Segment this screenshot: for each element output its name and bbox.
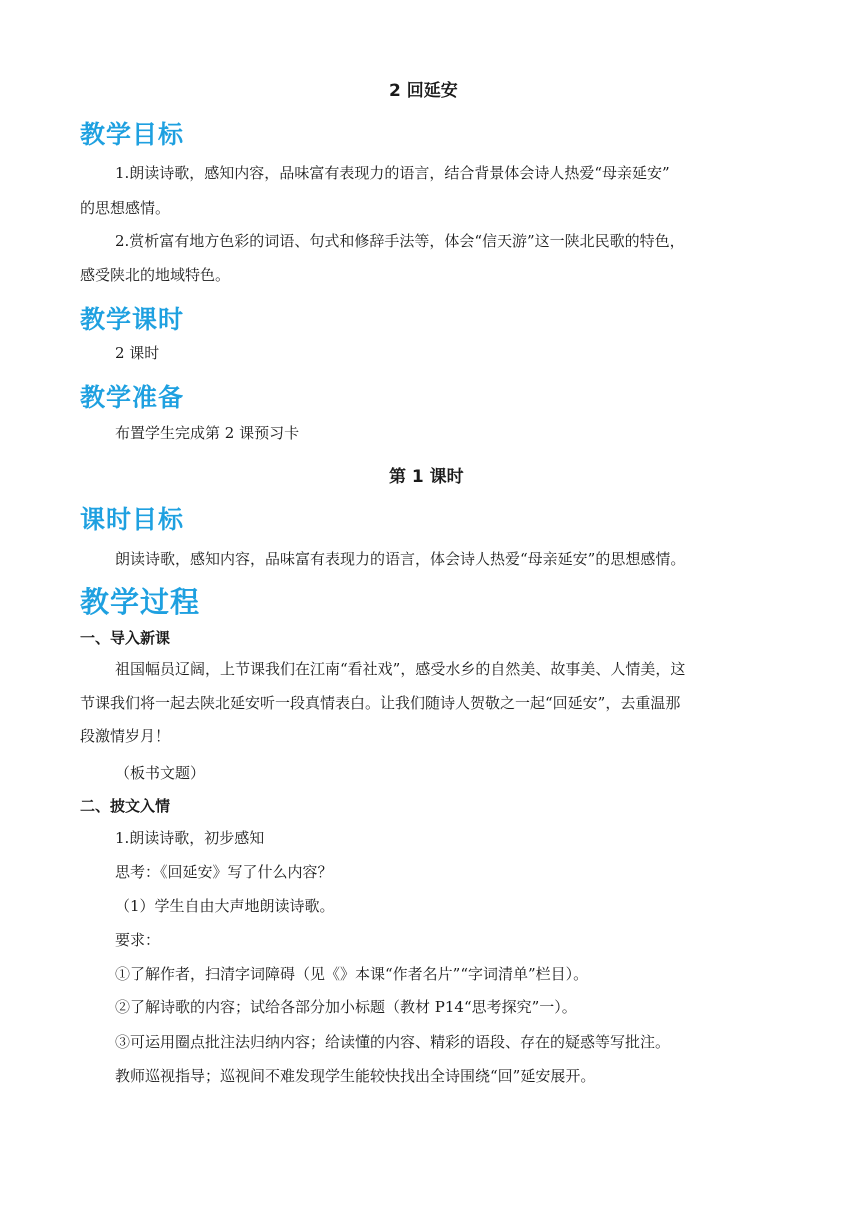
board-note: （板书文题） <box>115 764 206 782</box>
objective-1-line-1: 1.朗读诗歌，感知内容，品味富有表现力的语言，结合背景体会诗人热爱“母亲延安” <box>115 164 670 182</box>
objective-1-line-2: 的思想感情。 <box>80 199 171 217</box>
lesson-goal-text: 朗读诗歌，感知内容，品味富有表现力的语言，体会诗人热爱“母亲延安”的思想感情。 <box>115 550 686 568</box>
think-question: 思考：《回延安》写了什么内容？ <box>115 863 333 881</box>
lesson-1-title: 第 1 课时 <box>389 467 464 487</box>
prep-text: 布置学生完成第 2 课预习卡 <box>115 424 300 442</box>
step-1-1: （1）学生自由大声地朗读诗歌。 <box>115 897 335 915</box>
section-2-title: 二、披文入情 <box>80 797 171 815</box>
requirement-1: ①了解作者，扫清字词障碍（见《》本课“作者名片”“字词清单”栏目）。 <box>115 965 589 983</box>
heading-objectives: 教学目标 <box>80 120 185 149</box>
requirement-2: ②了解诗歌的内容；试给各部分加小标题（教材 P14“思考探究”一）。 <box>115 998 577 1016</box>
intro-line-1: 祖国幅员辽阔，上节课我们在江南“看社戏”，感受水乡的自然美、故事美、人情美，这 <box>115 660 686 678</box>
requirements-label: 要求： <box>115 931 161 949</box>
intro-line-3: 段激情岁月！ <box>80 727 171 745</box>
requirement-3: ③可运用圈点批注法归纳内容；给读懂的内容、精彩的语段、存在的疑惑等写批注。 <box>115 1033 671 1051</box>
hours-text: 2 课时 <box>115 344 160 362</box>
step-1: 1.朗读诗歌，初步感知 <box>115 829 265 847</box>
intro-line-2: 节课我们将一起去陕北延安听一段真情表白。让我们随诗人贺敬之一起“回延安”，去重温那 <box>80 694 681 712</box>
heading-prep: 教学准备 <box>80 383 185 412</box>
heading-hours: 教学课时 <box>80 305 185 334</box>
objective-2-line-1: 2.赏析富有地方色彩的词语、句式和修辞手法等，体会“信天游”这一陕北民歌的特色， <box>115 232 685 250</box>
teacher-guidance: 教师巡视指导；巡视间不难发现学生能较快找出全诗围绕“回”延安展开。 <box>115 1067 596 1085</box>
heading-process: 教学过程 <box>80 585 201 619</box>
heading-lesson-goal: 课时目标 <box>80 505 185 534</box>
section-1-title: 一、导入新课 <box>80 629 171 647</box>
objective-2-line-2: 感受陕北的地域特色。 <box>80 266 231 284</box>
document-title: 2 回延安 <box>389 81 458 101</box>
